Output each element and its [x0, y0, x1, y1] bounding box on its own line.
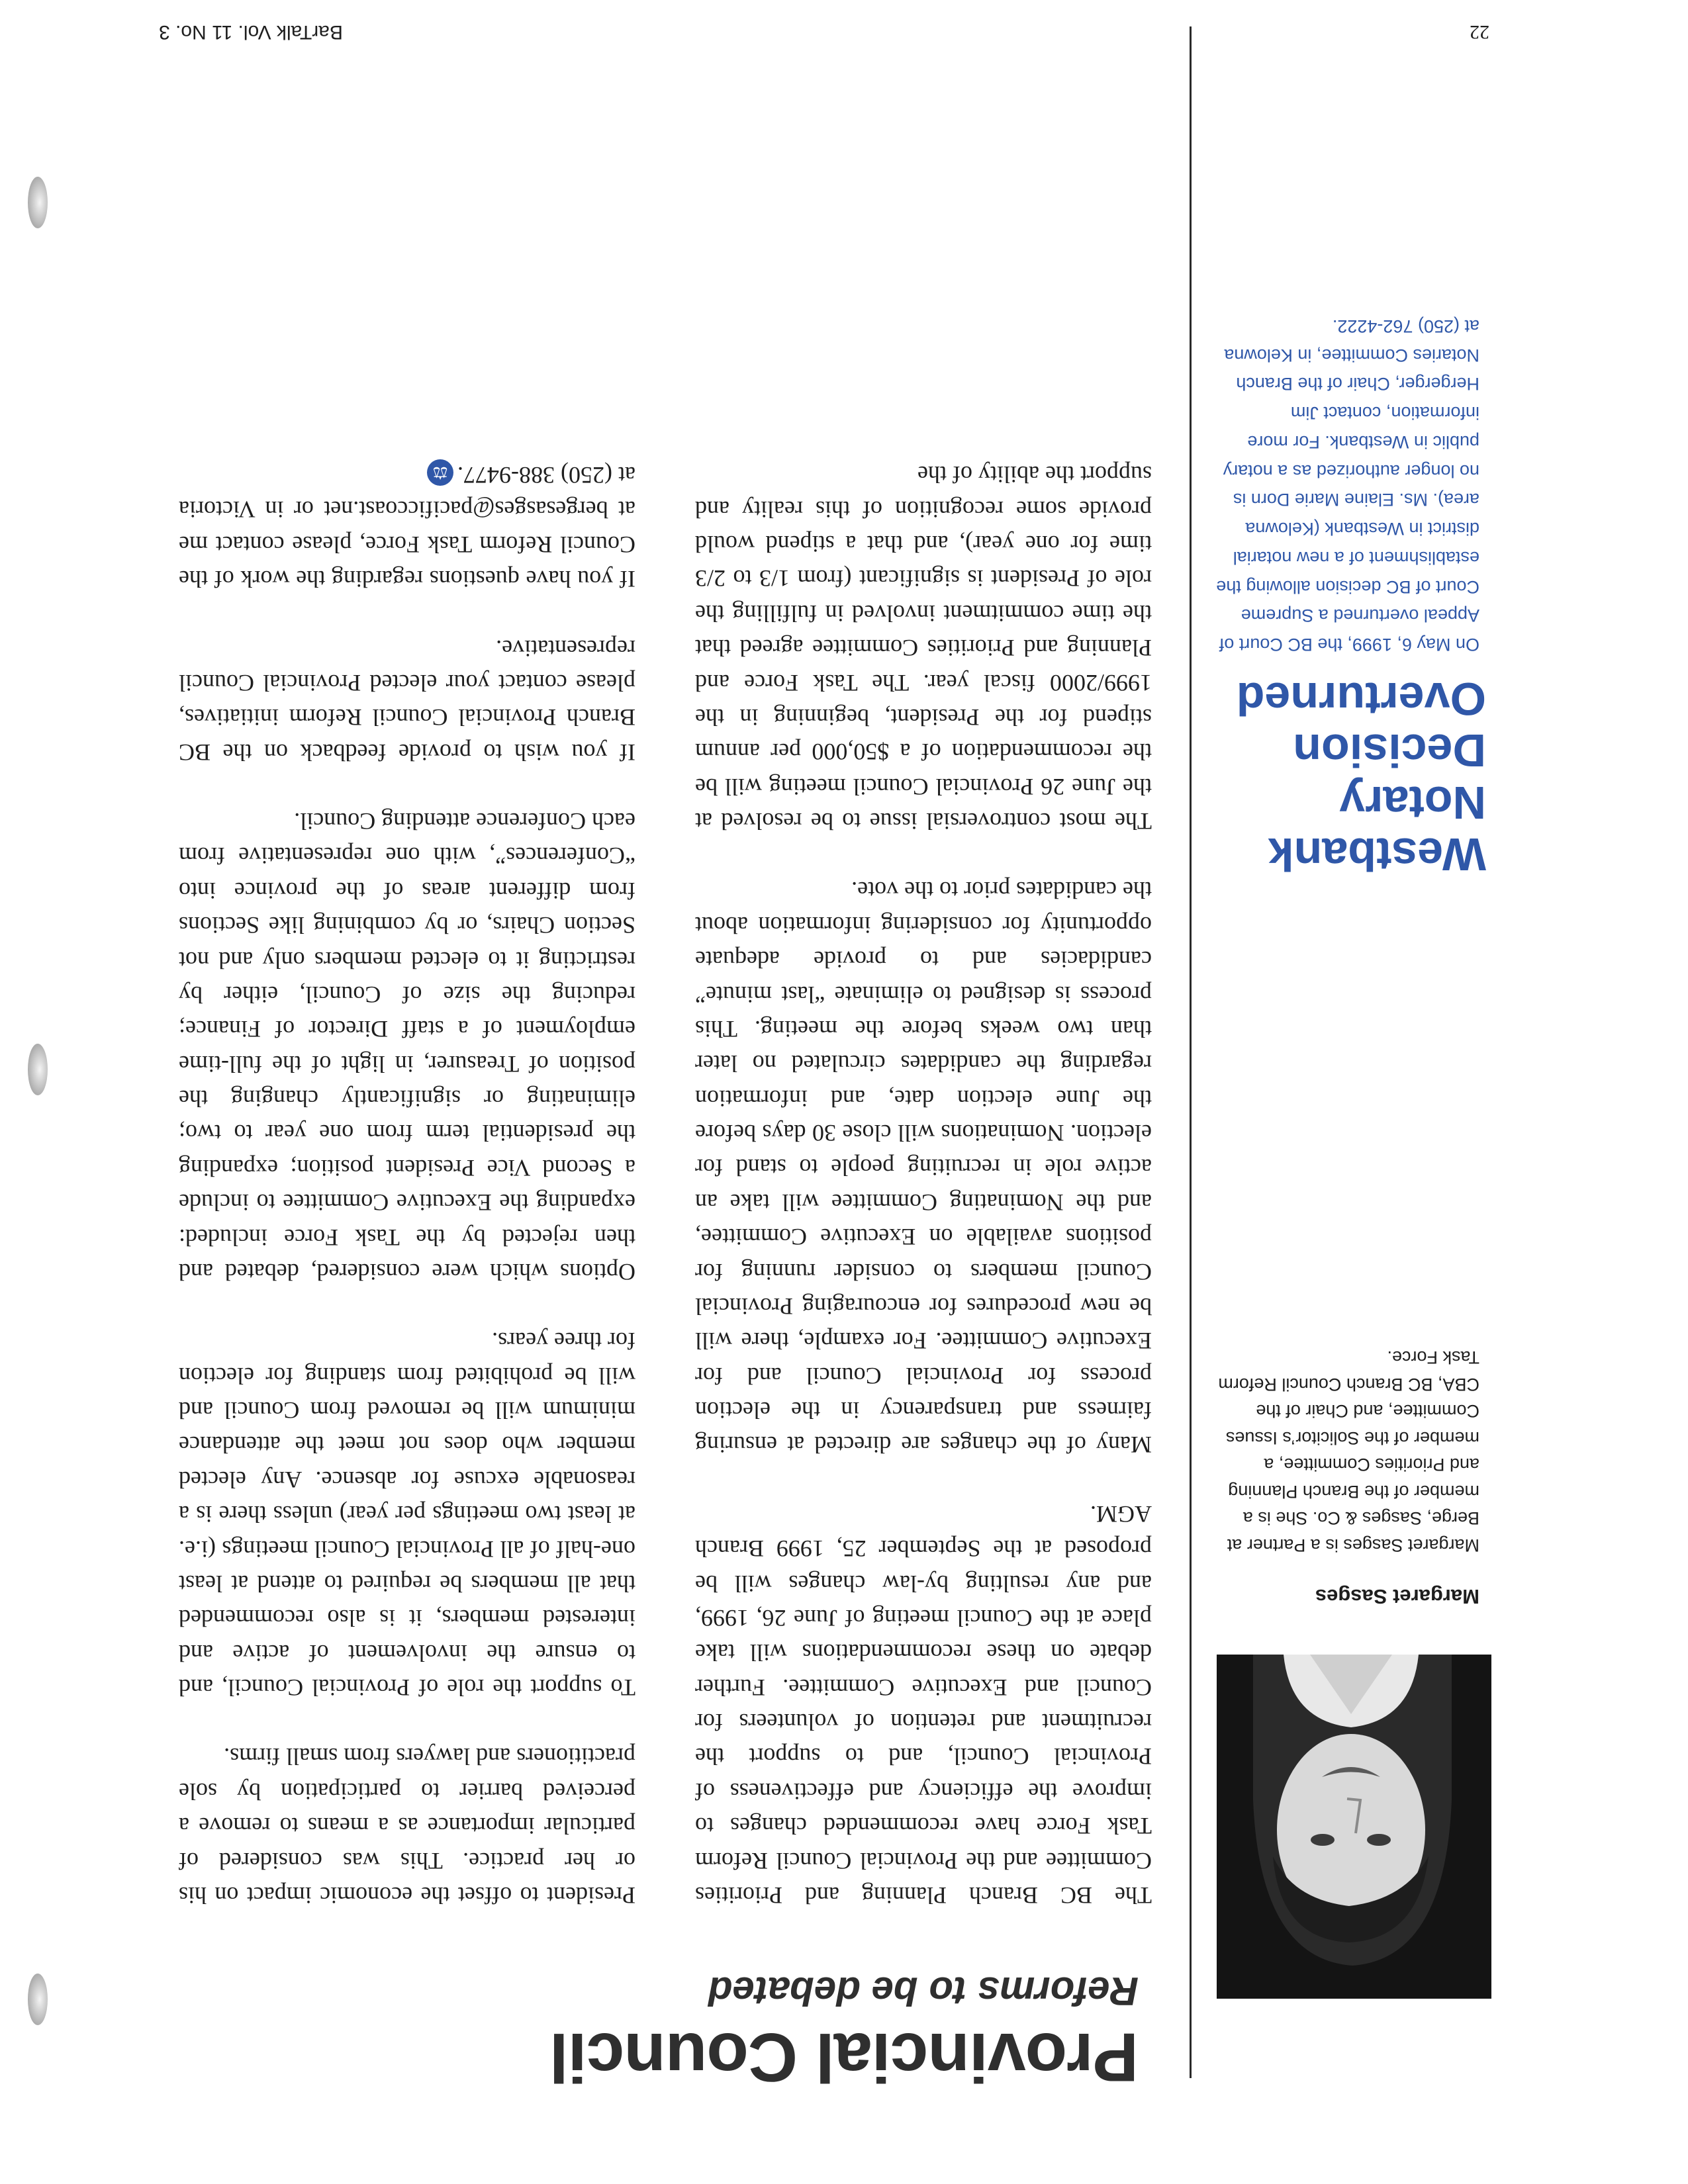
contact-paragraph-text: If you have questions regarding the work of the Council Reform Task Force, please contact me at bergesasges@pacificcoast.net or in Victoria at (250) 388-9477.: [179, 462, 635, 593]
article-paragraph: The most controversial issue to be resolved at the June 26 Provincial Council meeting will be the recommendation of a $50,000 per annum stipend for the President, beginning in the 1999/2000 fiscal year. The Task Force and Planning and Priorities Committee agreed that the time commitment involved in fulfilling the role of President is significant (from 1/3 to 2/3 time for one year), and that a stipend would provide some recognition of this reality and support the ability of the: [695, 461, 1152, 835]
article-paragraph: The BC Branch Planning and Priorities Committee and the Provincial Council Reform Task Force have recommended changes to improve the efficiency and effectiveness of Provincial Council, and to support the recruitment and retention of volunteers for Council and Executive Committee. Further debate on these recommendations will take place at the Council meeting of June 26, 1999, and any resulting by-law changes will be proposed at the September 25, 1999 Branch AGM.: [695, 1500, 1152, 1909]
footer-publication: BarTalk Vol. 11 No. 3: [159, 21, 343, 43]
article-paragraph: To support the role of Provincial Council, and to ensure the involvement of active and interested members, it is also recommended that all members be required to attend at least one-half of all Provincial Council meetings (i.e. at least two meetings per year) unless there is a reasonable excuse for absence. Any elected member who does not meet the attendance minimum will be removed from Council and will be prohibited from standing for election for three years.: [179, 1328, 635, 1702]
notice-title: Westbank Notary Decision Overturned: [1236, 672, 1486, 880]
page-number: 22: [1470, 21, 1489, 43]
caption-name: Margaret Sasges: [1315, 1585, 1479, 1608]
article-paragraph: Many of the changes are directed at ensuring fairness and transparency in the election process for Provincial Council and for Executive Committee. For example, there will be new procedures for encouraging Provincial Council members to consider running for positions available on Executive Committee, and the Nominating Committee will take an active role in recruiting people to stand for election. Nominations will close 30 days before the June election date, and information regarding the candidates circulated no later than two weeks before the meeting. This process is designed to eliminate “last minute” candidacies and to provide adequate opportunity for considering information about the candidates prior to the vote.: [695, 877, 1152, 1459]
caption-bio: Margaret Sasges is a Partner at Berge, Sasges & Co. She is a member of the Branch Planning and Priorities Committee, a member of the Solicitor’s Issues Committee, and Chair of the CBA, BC Branch Council Reform Task Force.: [1218, 1347, 1479, 1555]
article-column-right: [179, 424, 635, 1913]
sidebar: [1211, 40, 1513, 2078]
article-subtitle: Reforms to be debated: [708, 1969, 1139, 2013]
article-paragraph: [179, 458, 635, 597]
article-paragraph: President to offset the economic impact on his or her practice. This was considered of particular importance as a means to remove a perceived barrier to participation by sole practitioners and lawyers from small firms.: [179, 1743, 635, 1909]
column-divider: [1190, 26, 1192, 2078]
article-title: Provincial Council: [549, 2019, 1139, 2095]
person-photo-icon: [1217, 1655, 1491, 1999]
binder-hole-middle: [28, 1044, 48, 1095]
article-column-left: [695, 423, 1152, 1913]
portrait-photo: [1217, 1655, 1491, 1999]
binder-hole-bottom: [28, 177, 48, 228]
article-paragraph: Options which were considered, debated and then rejected by the Task Force included: expanding the Executive Committee to include a Second Vice President position; expanding the presidential term from one year to two; eliminating or significantly changing the position of Treasurer, in light of the full-time employment of a staff Director of Finance; reducing the size of Council, either by restricting it to elected members only and not Section Chairs, or by combining like Sections from different areas of the province into “Conferences”, with one representative from each Conference attending Council.: [179, 808, 635, 1285]
article-paragraph: If you wish to provide feedback on the BC Branch Provincial Council Reform initiatives, please contact your elected Provincial Council representative.: [179, 635, 635, 766]
notice-body: On May 6, 1999, the BC Court of Appeal overturned a Supreme Court of BC decision allowing the establishment of a new notarial district in Westbank (Kelowna area). Ms. Elaine Marie Dorn is no longer authorized as a notary public in Westbank. For more information, contact Jim Hergerger, Chair of the Branch Notaries Committee, in Kelowna at (250) 762-4222.: [1216, 316, 1479, 655]
scales-emblem-icon: ⚖: [427, 459, 453, 486]
binder-hole-top: [28, 1974, 48, 2025]
